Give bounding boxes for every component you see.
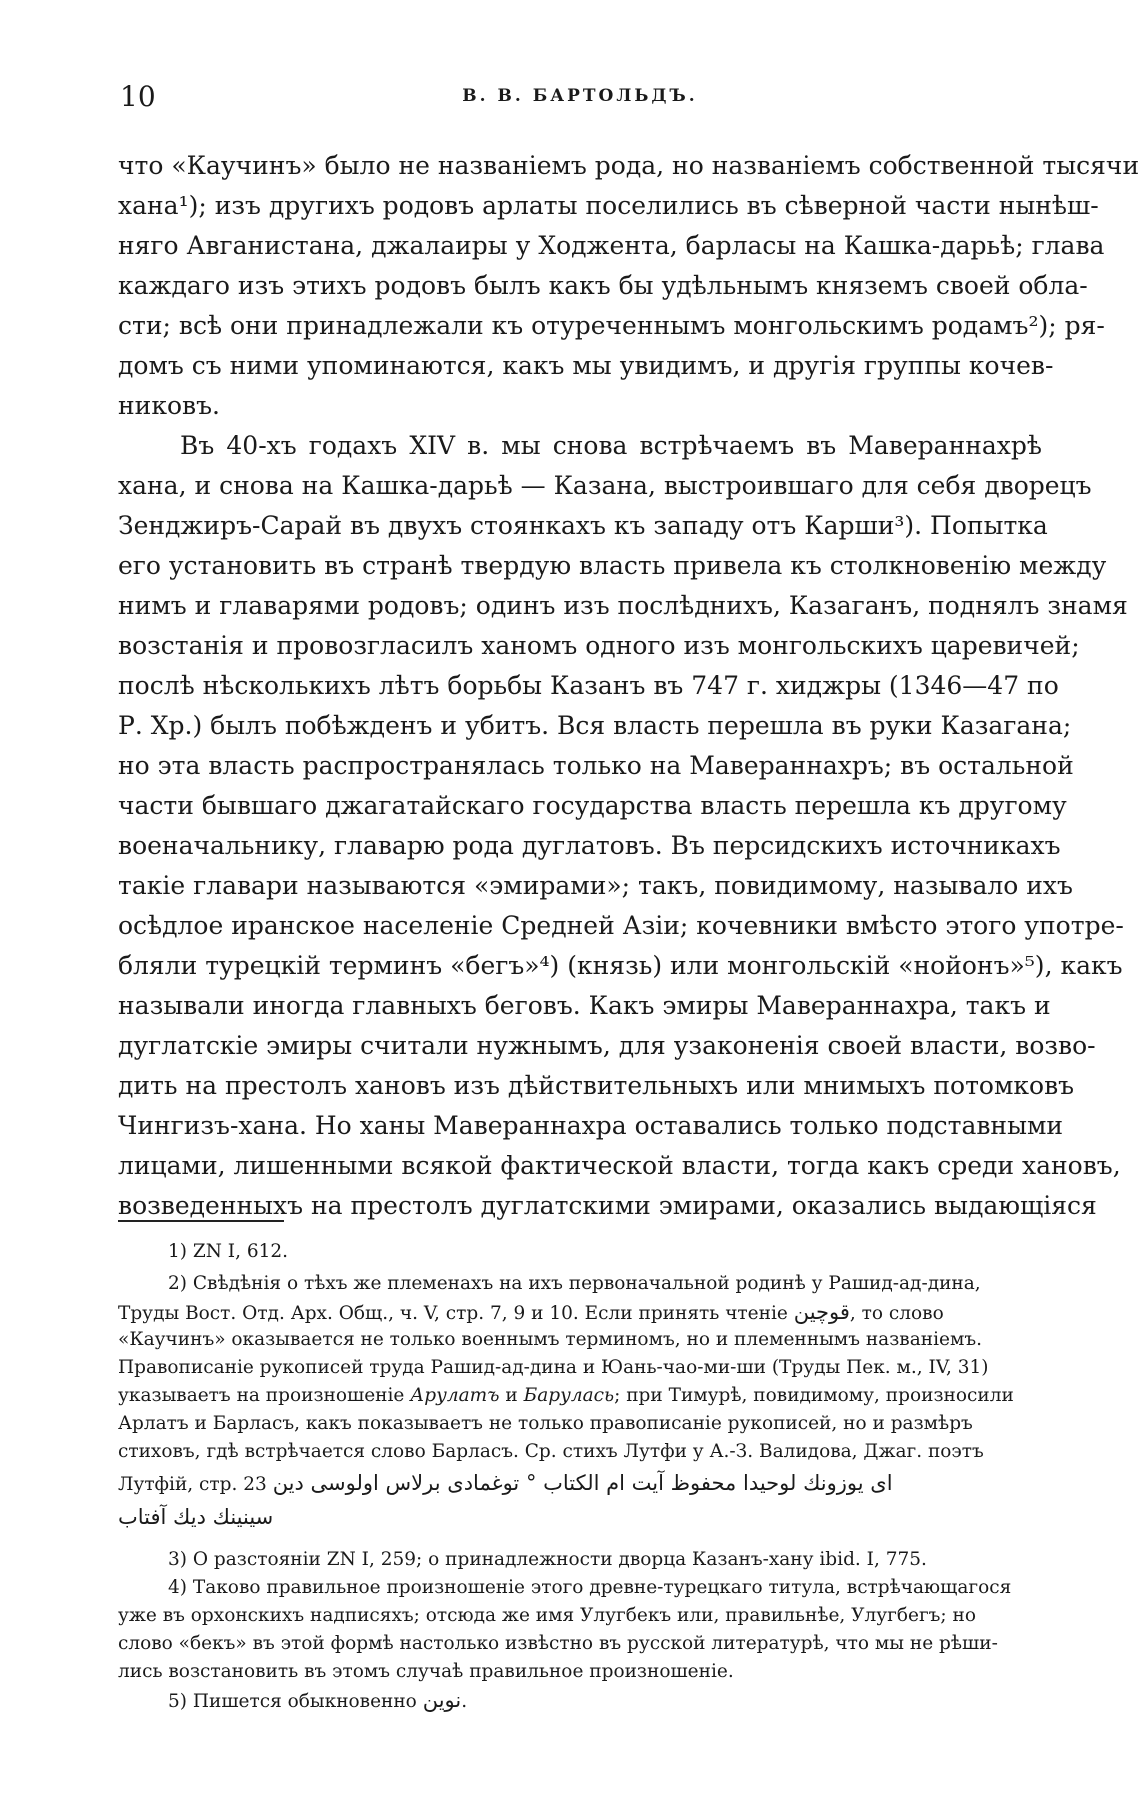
text-line: домъ съ ними упоминаются, какъ мы увидимъ, и другія группы кочев- (118, 351, 1054, 380)
text-line: бляли турецкій терминъ «бегъ»⁴) (князь) или монгольскій «нойонъ»⁵), какъ (118, 951, 1123, 980)
footnote-3: 3) О разстояніи ZN I, 259; о принадлежности дворца Казанъ-хану ibid. I, 775. (168, 1549, 927, 1570)
text-line: каждаго изъ этихъ родовъ былъ какъ бы удѣльнымъ княземъ своей обла- (118, 271, 1088, 300)
arabic-word: قوچين (793, 1300, 850, 1324)
main-text (118, 146, 1140, 1226)
page-header (120, 80, 1040, 120)
text-line: его установить въ странѣ твердую власть привела къ столкновенію между (118, 551, 1107, 580)
text-line: лицами, лишенными всякой фактической власти, тогда какъ среди хановъ, (118, 1151, 1121, 1180)
text-line: возстанія и провозгласилъ ханомъ одного изъ монгольскихъ царевичей; (118, 631, 1080, 660)
text-line: дуглатскіе эмиры считали нужнымъ, для узаконенія своей власти, возво- (118, 1031, 1096, 1060)
text-line: что «Каучинъ» было не названіемъ рода, но названіемъ собственной тысячи (118, 151, 1140, 180)
text-line: хана, и снова на Кашка-дарьѣ — Казана, выстроившаго для себя дворецъ (118, 471, 1092, 500)
paragraph-1 (118, 146, 1140, 426)
footnote-2: 2) Свѣдѣнія о тѣхъ же племенахъ на ихъ первоначальной родинѣ у Рашид-ад-дина, Труды Вост. Отд. Арх. Общ., ч. V, стр. 7, 9 и 10. Если принять чтеніе قوچين, то слово «Каучинъ» оказывается не только военнымъ терминомъ, но и племеннымъ названіемъ. Правописаніе рукописей труда Рашид-ад-дина и Юань-чао-ми-ши (Труды Пек. м., IV, 31) указываетъ на произношеніе Арулатъ и Барулась; при Тимурѣ, повидимому, произносили Арлатъ и Барласъ, какъ показываетъ не только правописаніе рукописей, но и размѣръ стиховъ, гдѣ встрѣчается слово Барласъ. Ср. стихъ Лутфи у А.-З. Валидова, Джаг. поэтъ Лутфій, стр. 23 ای یوزونك لوحیدا محفوظ آیت ام الکتاب ° توغمادی برلاس اولوسی دین سینینك دیك آفتاب (118, 1273, 1014, 1529)
text-line: сти; всѣ они принадлежали къ отуреченнымъ монгольскимъ родамъ²); ря- (118, 311, 1105, 340)
page-number: 10 (120, 80, 156, 113)
footnotes (118, 1238, 1042, 1714)
text-line: послѣ нѣсколькихъ лѣтъ борьбы Казанъ въ 747 г. хиджры (1346—47 по (118, 671, 1059, 700)
text-line: Зенджиръ-Сарай въ двухъ стоянкахъ къ западу отъ Карши³). Попытка (118, 511, 1048, 540)
footnote-5: 5) Пишется обыкновенно نوين. (168, 1688, 468, 1712)
italic-term: Арулатъ (410, 1385, 500, 1406)
footnote-4: 4) Таково правильное произношеніе этого древне-турецкаго титула, встрѣчающагося уже въ орхонскихъ надписяхъ; отсюда же имя Улугбекъ или, правильнѣе, Улугбегъ; но слово «бекъ» въ этой формѣ настолько извѣстно въ русской литературѣ, что мы не рѣши- лись возстановить въ этомъ случаѣ правильное произношеніе. (118, 1577, 1012, 1682)
text-line: никовъ. (118, 391, 220, 420)
text-line: части бывшаго джагатайскаго государства власть перешла къ другому (118, 791, 1067, 820)
text-line: нимъ и главарями родовъ; одинъ изъ послѣднихъ, Казаганъ, поднялъ знамя (118, 591, 1128, 620)
arabic-word: نوين (422, 1688, 462, 1712)
text-line: хана¹); изъ другихъ родовъ арлаты поселились въ сѣверной части нынѣш- (118, 191, 1099, 220)
text-line: Р. Хр.) былъ побѣжденъ и убитъ. Вся власть перешла въ руки Казагана; (118, 711, 1072, 740)
text-line: называли иногда главныхъ беговъ. Какъ эмиры Мавераннахра, такъ и (118, 991, 1051, 1020)
footnote-divider (118, 1220, 284, 1222)
text-line: осѣдлое иранское населеніе Средней Азіи; кочевники вмѣсто этого употре- (118, 911, 1124, 940)
running-title: В. В. БАРТОЛЬДЪ. (462, 86, 698, 106)
text-line: но эта власть распространялась только на Мавераннахръ; въ остальной (118, 751, 1074, 780)
text-line: няго Авганистана, джалаиры у Ходжента, барласы на Кашка-дарьѣ; глава (118, 231, 1105, 260)
text-line: Въ 40-хъ годахъ XIV в. мы снова встрѣчаемъ въ Мавераннахрѣ (180, 431, 1042, 460)
text-line: такіе главари называются «эмирами»; такъ, повидимому, называло ихъ (118, 871, 1073, 900)
text-line: военачальнику, главарю рода дуглатовъ. Въ персидскихъ источникахъ (118, 831, 1061, 860)
paragraph-2 (118, 426, 1128, 1226)
footnote-1: 1) ZN I, 612. (168, 1241, 289, 1262)
italic-term: Барулась (523, 1385, 615, 1406)
text-line: дить на престолъ хановъ изъ дѣйствительныхъ или мнимыхъ потомковъ (118, 1071, 1075, 1100)
text-line: Чингизъ-хана. Но ханы Мавераннахра оставались только подставными (118, 1111, 1064, 1140)
text-line: возведенныхъ на престолъ дуглатскими эмирами, оказались выдающіяся (118, 1191, 1097, 1220)
arabic-verse: سینینك دیك آفتاب (118, 1505, 274, 1529)
arabic-verse: ای یوزونك لوحیدا محفوظ آیت ام الکتاب ° توغمادی برلاس اولوسی دین (272, 1471, 893, 1495)
